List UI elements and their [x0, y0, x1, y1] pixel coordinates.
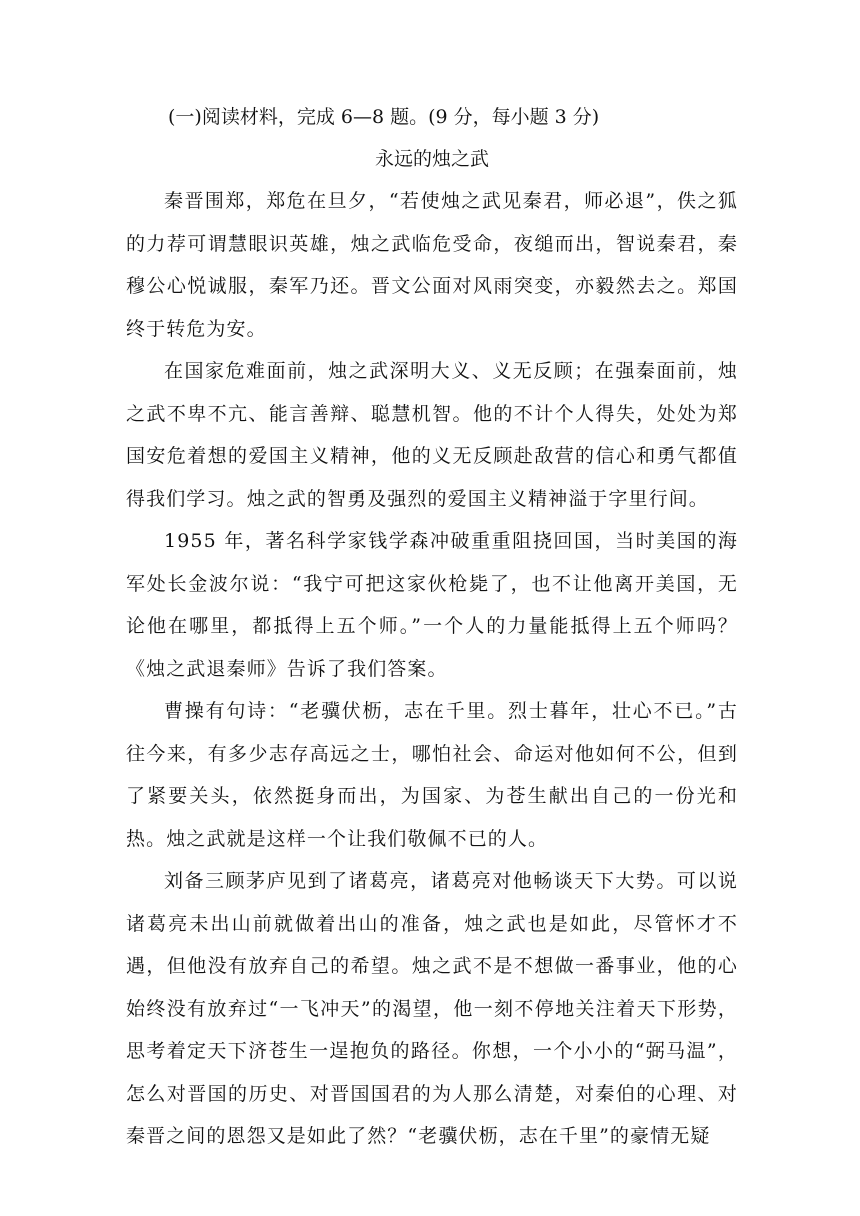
article-paragraph-2: 在国家危难面前，烛之武深明大义、义无反顾；在强秦面前，烛之武不卑不亢、能言善辩、聪慧机智。他的不计个人得失，处处为郑国安危着想的爱国主义精神，他的义无反顾赴敌营的信心和勇气都值得我们学习。烛之武的智勇及强烈的爱国主义精神溢于字里行间。 [126, 360, 738, 510]
article-paragraph-3: 1955 年，著名科学家钱学森冲破重重阻挠回国，当时美国的海军处长金波尔说：“我宁可把这家伙枪毙了，也不让他离开美国，无论他在哪里，都抵得上五个师。”一个人的力量能抵得上五个师吗？《烛之武退秦师》告诉了我们答案。 [126, 530, 738, 680]
article-paragraph-1: 秦晋围郑，郑危在旦夕，“若使烛之武见秦君，师必退”，佚之狐的力荐可谓慧眼识英雄，烛之武临危受命，夜缒而出，智说秦君，秦穆公心悦诚服，秦军乃还。晋文公面对风雨突变，亦毅然去之。郑国终于转危为安。 [126, 190, 738, 340]
article-paragraph-5: 刘备三顾茅庐见到了诸葛亮，诸葛亮对他畅谈天下大势。可以说诸葛亮未出山前就做着出山的准备，烛之武也是如此，尽管怀才不遇，但他没有放弃自己的希望。烛之武不是不想做一番事业，他的心始终没有放弃过“一飞冲天”的渴望，他一刻不停地关注着天下形势，思考着定天下济苍生一逞抱负的路径。你想，一个小小的“弼马温”，怎么对晋国的历史、对晋国国君的为人那么清楚，对秦伯的心理、对秦晋之间的恩怨又是如此了然？“老骥伏枥，志在千里”的豪情无疑 [126, 870, 738, 1147]
section-heading: (一)阅读材料，完成 6—8 题。(9 分，每小题 3 分) [168, 106, 600, 128]
article-paragraph-4: 曹操有句诗：“老骥伏枥，志在千里。烈士暮年，壮心不已。”古往今来，有多少志存高远之士，哪怕社会、命运对他如何不公，但到了紧要关头，依然挺身而出，为国家、为苍生献出自己的一份光和热。烛之武就是这样一个让我们敬佩不已的人。 [126, 700, 738, 850]
article-title: 永远的烛之武 [374, 148, 489, 170]
document-page [126, 96, 738, 1158]
